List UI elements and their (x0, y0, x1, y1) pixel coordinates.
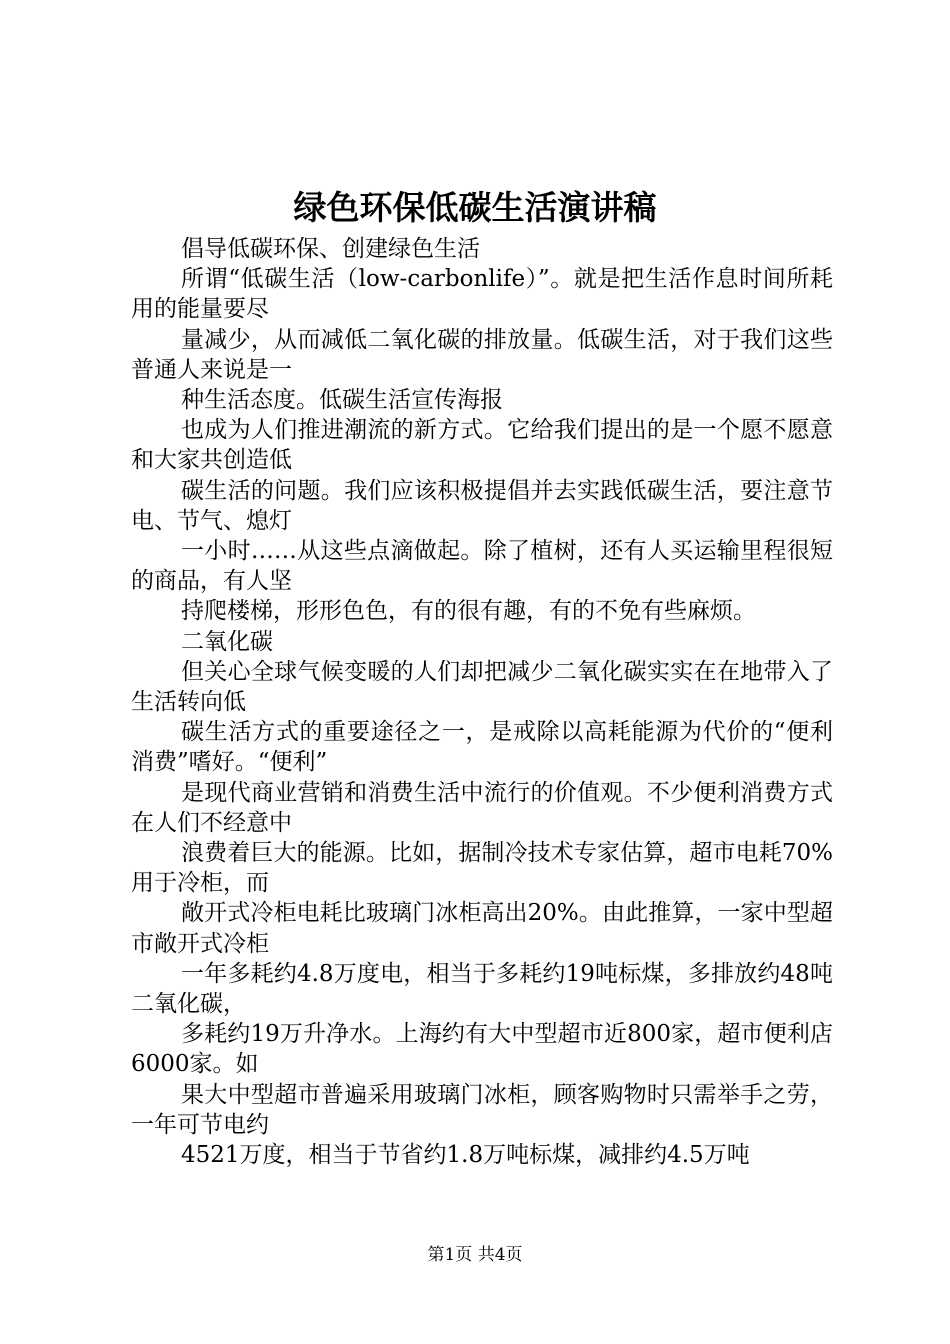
paragraph: 一小时……从这些点滴做起。除了植树，还有人买运输里程很短的商品，有人坚 (131, 538, 833, 595)
paragraph: 种生活态度。低碳生活宣传海报 (181, 387, 503, 414)
page-number-footer: 第1页 共4页 (427, 1245, 523, 1265)
paragraph: 果大中型超市普遍采用玻璃门冰柜，顾客购物时只需举手之劳，一年可节电约 (131, 1081, 833, 1138)
paragraph: 浪费着巨大的能源。比如，据制冷技术专家估算，超市电耗70%用于冷柜，而 (131, 840, 833, 897)
paragraph: 是现代商业营销和消费生活中流行的价值观。不少便利消费方式在人们不经意中 (131, 779, 833, 836)
paragraph: 一年多耗约4.8万度电，相当于多耗约19吨标煤，多排放约48吨二氧化碳， (131, 960, 833, 1018)
paragraph: 也成为人们推进潮流的新方式。它给我们提出的是一个愿不愿意和大家共创造低 (131, 417, 833, 474)
paragraph: 量减少，从而减低二氧化碳的排放量。低碳生活，对于我们这些普通人来说是一 (131, 326, 833, 383)
paragraph: 多耗约19万升净水。上海约有大中型超市近800家，超市便利店6000家。如 (131, 1021, 833, 1078)
paragraph: 但关心全球气候变暖的人们却把减少二氧化碳实实在在地带入了生活转向低 (131, 658, 833, 716)
paragraph: 碳生活方式的重要途径之一，是戒除以高耗能源为代价的“便利消费”嗜好。“便利” (131, 719, 833, 776)
paragraph: 4521万度，相当于节省约1.8万吨标煤，减排约4.5万吨 (181, 1142, 750, 1169)
paragraph: 敞开式冷柜电耗比玻璃门冰柜高出20%。由此推算，一家中型超市敞开式冷柜 (131, 900, 833, 957)
document-body (131, 234, 833, 1170)
paragraph: 倡导低碳环保、创建绿色生活 (181, 236, 480, 262)
paragraph: 持爬楼梯，形形色色，有的很有趣，有的不免有些麻烦。 (181, 598, 756, 625)
document-title: 绿色环保低碳生活演讲稿 (293, 188, 657, 227)
paragraph: 碳生活的问题。我们应该积极提倡并去实践低碳生活，要注意节电、节气、熄灯 (131, 477, 833, 534)
paragraph: 二氧化碳 (181, 628, 273, 655)
paragraph: 所谓“低碳生活（low-carbonlife）”。就是把生活作息时间所耗用的能量要尽 (131, 266, 833, 323)
